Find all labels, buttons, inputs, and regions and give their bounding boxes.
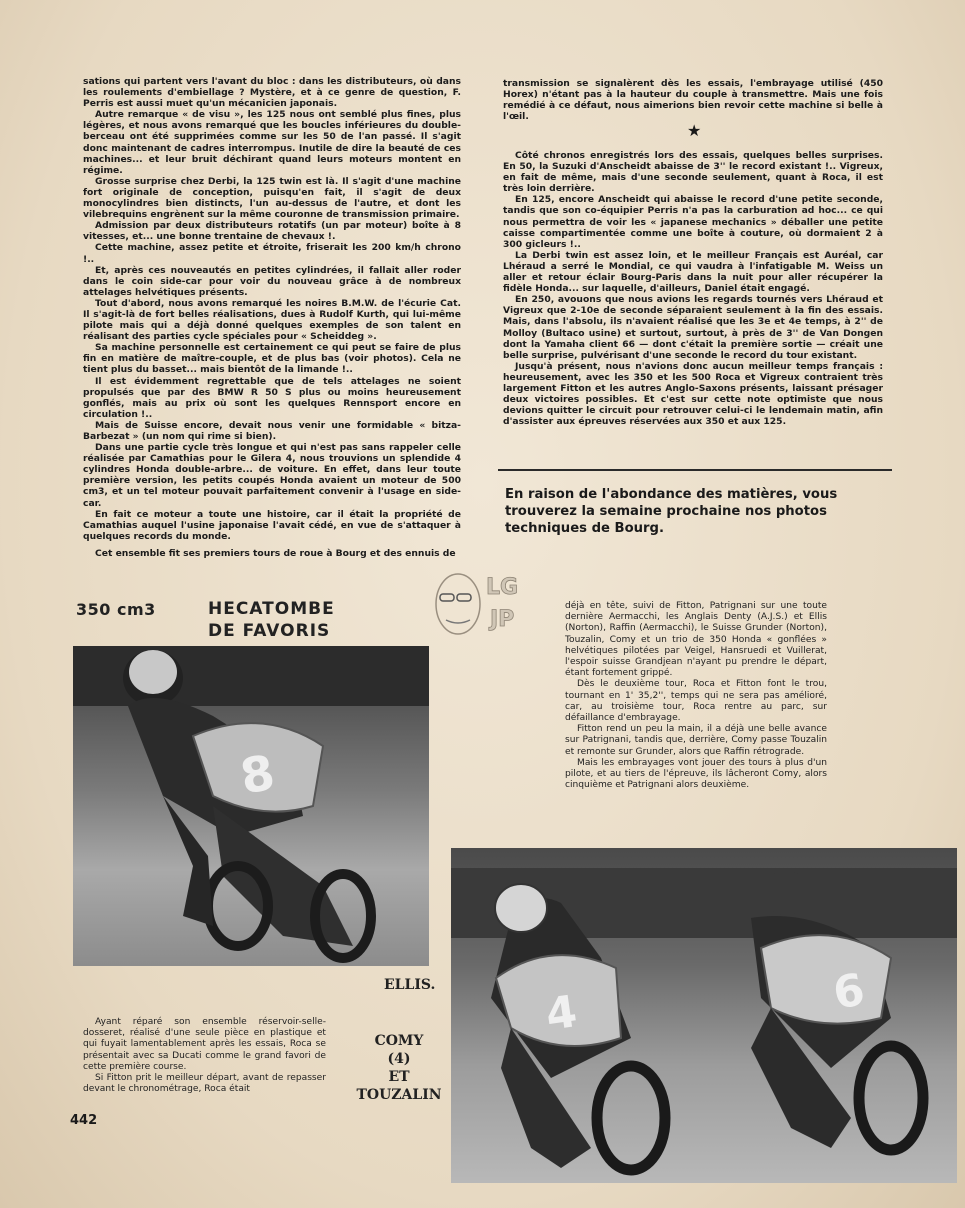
article-column-1: [83, 76, 461, 559]
paragraph: sations qui partent vers l'avant du bloc : dans les distributeurs, où dans les roulements d'embiellage ? Mystère, et à ce genre de question, F. Perris est aussi muet qu'un mécanicien japonais.: [83, 76, 461, 110]
race-number: 4: [542, 986, 581, 1041]
photo-caption: [352, 1032, 446, 1104]
race-number: 8: [236, 744, 279, 806]
article-column-2: [503, 150, 883, 462]
paragraph: transmission se signalèrent dès les essais, l'embrayage utilisé (450 Horex) n'étant pas à la hauteur du couple à transmettre. Mais une fois remédié à ce défaut, nous aimerions bien revoir cette machine si belle à l'œil.: [503, 78, 883, 123]
headline-line: HECATOMBE: [208, 599, 335, 619]
photo-caption: ELLIS.: [384, 977, 436, 993]
class-label: 350 cm3: [76, 600, 156, 619]
paragraph: Mais les embrayages vont jouer des tours à plus d'un pilote, et au tiers de l'épreuve, ils lâcheront Comy, alors cinquième et Patrignani alors deuxième.: [565, 757, 827, 791]
paragraph: La Derbi twin est assez loin, et le meilleur Français est Auréal, car Lhéraud a serré le Mondial, ce qui vaudra à l'infatigable M. Weiss un aller et retour éclair Bourg-Paris dans la nuit pour aller récupérer la fidèle Honda... sur laquelle, d'ailleurs, Daniel était engagé.: [503, 249, 883, 295]
paragraph: Fitton rend un peu la main, il a déjà une belle avance sur Patrignani, tandis que, derrière, Comy passe Touzalin et remonte sur Grunder, alors que Raffin rétrograde.: [565, 724, 827, 757]
paragraph: Côté chronos enregistrés lors des essais, quelques belles surprises. En 50, la Suzuki d'Anscheidt abaisse de 3'' le record existant !.. Vigreux, en fait de même, mais d'une seconde seulement, quant à Roca, il est très loin derrière.: [503, 150, 883, 195]
divider: [498, 469, 892, 471]
paragraph: Dans une partie cycle très longue et qui n'est pas sans rappeler celle réalisée par Camathias pour le Gilera 4, nous trouvions un splendide 4 cylindres Honda double-arbre... de voiture. En effet, dans leur toute première version, les petits coupés Honda avaient un moteur de 500 cm3, et un tel moteur pouvait parfaitement convenir à l'usage en side-car.: [83, 442, 461, 509]
caption-line: COMY: [374, 1033, 424, 1049]
paragraph: Tout d'abord, nous avons remarqué les noires B.M.W. de l'écurie Cat. Il s'agit-là de fort belles réalisations, dues à Rudolf Kurth, qui lui-même pilote mais qui a déjà donné quelques exemples de son talent en réalisant des parties cycle spéciales pour « Scheiddeg ».: [83, 297, 461, 343]
paragraph: Jusqu'à présent, nous n'avions donc aucun meilleur temps français : heureusement, avec les 350 et les 500 Roca et Vigreux contraient très largement Fitton et les autres Anglo-Saxons présents, laissant présager deux victoires possibles. Et c'est sur cette note optimiste que nous devions quitter le circuit pour retrouver celui-ci le lendemain matin, afin d'assister aux épreuves réservées aux 350 et aux 125.: [503, 360, 883, 428]
paragraph: En 250, avouons que nous avions les regards tournés vers Lhéraud et Vigreux que 2-10e de seconde séparaient seulement à la fin des essais. Mais, dans l'absolu, ils n'avaient réalisé que les 3e et 4e temps, à 2'' de Molloy (Bultaco usine) et surtout, surtout, à près de 3'' de Van Dongen dont la Yamaha client 66 — dont c'était la première sortie — créait une belle surprise, pulvérisant d'une seconde le record du tour existant.: [503, 294, 883, 361]
paragraph: Admission par deux distributeurs rotatifs (un par moteur) boîte à 8 vitesses, et... une bonne trentaine de chevaux !.: [83, 220, 461, 243]
paragraph: Grosse surprise chez Derbi, la 125 twin est là. Il s'agit d'une machine fort originale de conception, puisqu'en fait, il s'agit de deux monocylindres bien distincts, l'un au-dessus de l'autre, et dont les vilebrequins engrènent sur la même couronne de transmission primaire.: [83, 175, 461, 221]
section-headline: [208, 598, 335, 642]
svg-text:JP: JP: [490, 607, 515, 632]
editor-notice: En raison de l'abondance des matières, vous trouverez la semaine prochaine nos photos techniques de Bourg.: [505, 487, 838, 536]
paragraph: Il est évidemment regrettable que de tels attelages ne soient propulsés que par des BMW R 50 S plus ou moins heureusement gonflés, mais au prix où sont les quelques Rennsport encore en circulation !..: [83, 375, 461, 420]
paragraph: déjà en tête, suivi de Fitton, Patrignani sur une toute dernière Aermacchi, les Anglais Denty (A.J.S.) et Ellis (Norton), Raffin (Aermacchi), le Suisse Grunder (Norton), Touzalin, Comy et un trio de 350 Honda « gonflées » helvétiques pilotées par Veigel, Hansruedi et Vuillerat, l'espoir suisse Grandjean n'ayant pu prendre le départ, étant fortement grippé.: [565, 601, 827, 679]
paragraph: Mais de Suisse encore, devait nous venir une formidable « bitza-Barbezat » (un nom qui rime si bien).: [83, 419, 461, 442]
paragraph: Dès le deuxième tour, Roca et Fitton font le trou, tournant en 1' 35,2'', temps qui ne sera pas amélioré, car, au troisième tour, Roca rentre au parc, sur défaillance d'embrayage.: [565, 679, 827, 724]
paragraph: En 125, encore Anscheidt qui abaisse le record d'une petite seconde, tandis que son co-équipier Perris n'a pas la carburation ad hoc... ce qui nous permettra de voir les « japanese mechanics » déballer une petite caisse compartimentée comme une boîte à couture, où dormaient 2 à 300 gicleurs !..: [503, 194, 883, 250]
headline-line: DE FAVORIS: [208, 621, 331, 641]
svg-text:LG: LG: [486, 575, 519, 600]
paragraph: En fait ce moteur a toute une histoire, car il était la propriété de Camathias auquel l'usine japonaise l'avait cédé, en vue de s'attaquer à quelques records du monde.: [83, 508, 461, 542]
paragraph: Cette machine, assez petite et étroite, friserait les 200 km/h chrono !..: [83, 242, 461, 265]
race-report-intro: [83, 1017, 326, 1097]
photo-ellis: [73, 646, 429, 966]
paragraph: Ayant réparé son ensemble réservoir-selle-dosseret, réalisé d'une seule pièce en plastique et qui fuyait lamentablement après les essais, Roca se présentait avec sa Ducati comme le grand favori de cette première course.: [83, 1017, 326, 1072]
photo-comy-touzalin: [451, 848, 957, 1183]
race-number: 6: [829, 964, 869, 1020]
paragraph: Et, après ces nouveautés en petites cylindrées, il fallait aller roder dans le coin side-car pour voir du nouveau grâce à de nombreux attelages helvétiques présents.: [83, 264, 461, 298]
caption-line: (4): [387, 1051, 411, 1067]
race-report-column: [565, 601, 827, 846]
caption-line: TOUZALIN: [356, 1087, 442, 1103]
logo-watermark: [424, 564, 542, 642]
star-separator-icon: ★: [687, 121, 702, 140]
caption-line: ET: [388, 1069, 410, 1085]
paragraph: Sa machine personnelle est certainement ce qui peut se faire de plus fin en matière de maître-couple, et de plus bas (voir photos). Cela ne tient plus du basset... mais bientôt de la limande !..: [83, 342, 461, 376]
paragraph: Si Fitton prit le meilleur départ, avant de repasser devant le chronométrage, Roca était: [83, 1073, 326, 1095]
page-number: 442: [70, 1113, 98, 1128]
paragraph: Autre remarque « de visu », les 125 nous ont semblé plus fines, plus légères, et nous avons remarqué que les boucles inférieures du double-berceau ont été supprimées comme sur les 50 de l'an passé. Il s'agit donc maintenant de cadres interrompus. Inutile de dire la beauté de ces machines... et leur bruit déchirant quand leurs moteurs montent en régime.: [83, 109, 461, 176]
paragraph: Cet ensemble fit ses premiers tours de roue à Bourg et des ennuis de: [95, 547, 456, 559]
